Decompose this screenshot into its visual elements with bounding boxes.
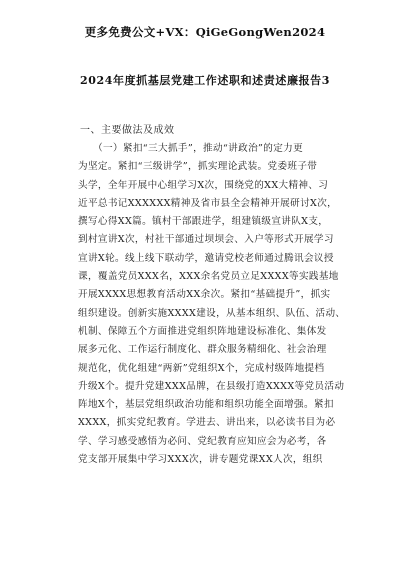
text-line: 近平总书记XXXXXX精神及省市县全会精神开展研讨X次， [78,197,338,209]
text-line: 头学，全年开展中心组学习X次，围绕党的XX大精神、习 [78,179,329,191]
text-line: 规范化，优化组建“两新”党组织X个，完成村级阵地提档 [78,362,325,374]
section-heading: 一、主要做法及成效 [80,125,175,136]
text-line: 到村宣讲X次，村社干部通过坝坝会、入户等形式开展学习 [78,234,334,246]
text-line: 课，覆盖党员XXX名，XXX余名党员立足XXXX等实践基地 [78,271,339,283]
text-line: 机制、保障五个方面推进党组织阵地建设标准化、集体发 [78,325,327,337]
text-line: 学、学习感受感悟为必问、党纪教育应知应会为必考，各 [78,435,327,447]
text-line: 撰写心得XX篇。镇村干部跟进学，组建镇级宣讲队X支， [78,216,329,228]
text-line: 开展XXXX思想教育活动XX余次。紧扣“基础提升”，抓实 [78,289,331,301]
text-line: XXXX，抓实党纪教育。学进去、讲出来，以必读书目为必 [78,417,336,429]
text-line: 为坚定。紧扣“三级讲学”，抓实理论武装。党委班子带 [78,161,318,173]
text-line: 阵地X个，基层党组织政治功能和组织功能全面增强。紧扣 [78,399,334,411]
text-line: 组织建设。创新实施XXXX建设，从基本组织、队伍、活动、 [78,307,346,319]
text-line: 党支部开展集中学习XXX次，讲专题党课XX人次，组织 [78,454,323,466]
promo-header: 更多免费公文+VX：QiGeGongWen2024 [84,25,326,39]
text-line: 升级X个。提升党建XXX品牌，在县级打造XXXX等党员活动 [78,380,345,392]
body-paragraph [78,140,346,469]
text-line: 宣讲X轮。线上线下联动学，邀请党校老师通过腾讯会议授 [78,252,334,264]
text-line: （一）紧扣“三大抓手”，推动“讲政治”的定力更 [78,143,304,154]
document-title: 2024年度抓基层党建工作述职和述责述廉报告3 [79,74,331,87]
text-line: 展多元化、工作运行制度化、群众服务精细化、社会治理 [78,344,327,356]
